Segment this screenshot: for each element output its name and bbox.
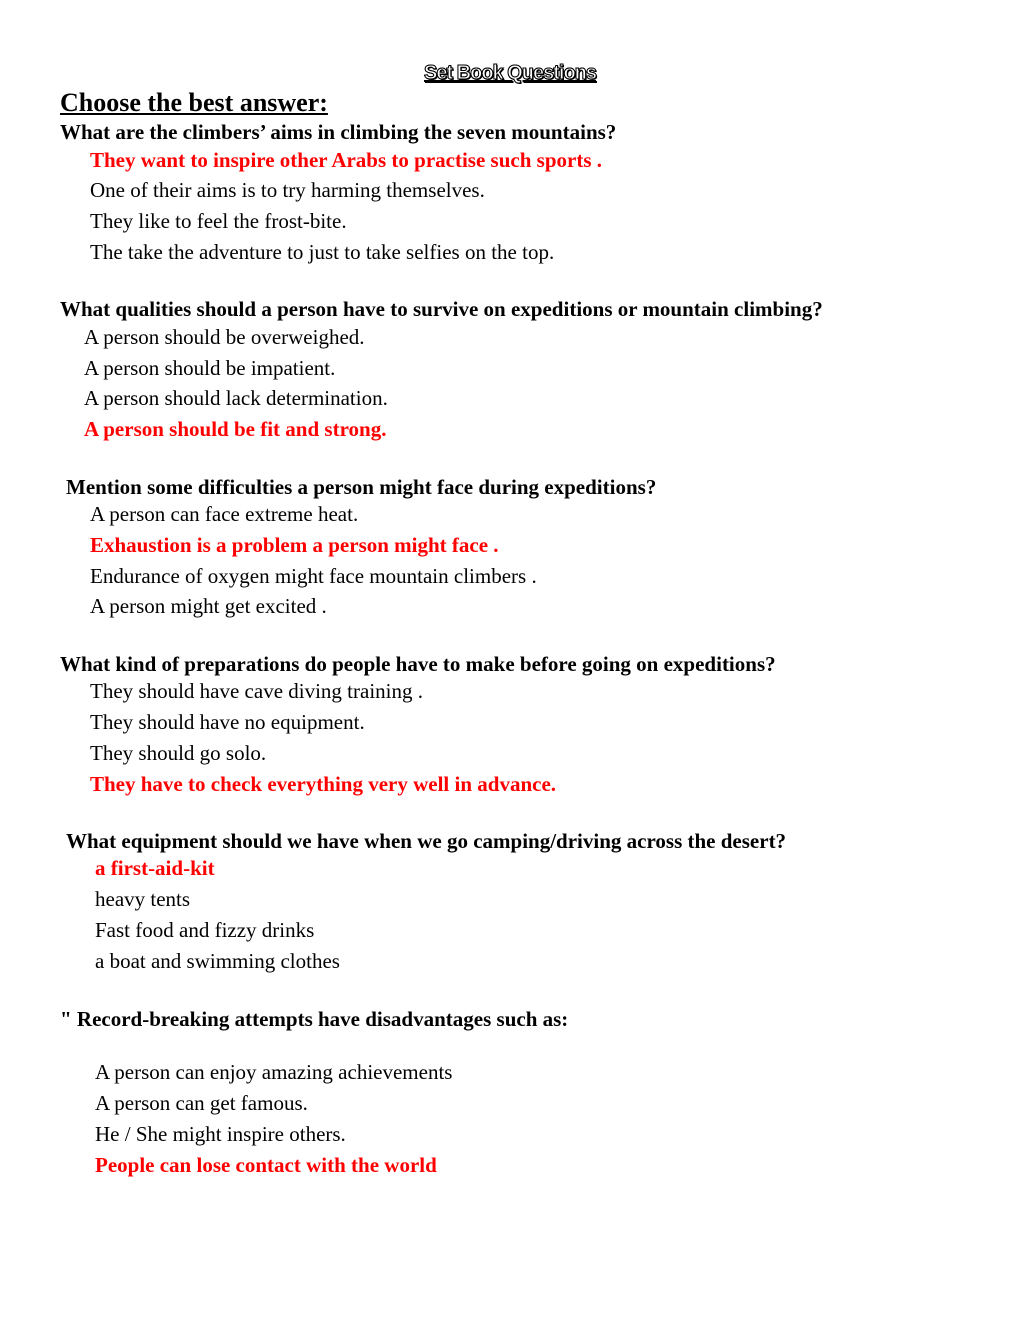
question-1-option-1: They want to inspire other Arabs to practise such sports . <box>90 148 602 172</box>
question-6-option-2: A person can get famous. <box>95 1091 308 1115</box>
question-4-option-3: They should go solo. <box>90 741 267 765</box>
question-5-option-2: heavy tents <box>95 887 191 911</box>
question-5-option-3: Fast food and fizzy drinks <box>95 918 315 942</box>
question-2-option-2: A person should be impatient. <box>84 356 336 380</box>
question-4: What kind of preparations do people have to make before going on expeditions? <box>60 652 776 676</box>
question-6-option-3: He / She might inspire others. <box>95 1122 346 1146</box>
question-5-option-1: a first-aid-kit <box>95 856 215 880</box>
question-4-option-1: They should have cave diving training . <box>90 679 423 703</box>
question-3-option-1: A person can face extreme heat. <box>90 502 359 526</box>
question-6: " Record-breaking attempts have disadvantages such as: <box>60 1007 569 1031</box>
question-1: What are the climbers’ aims in climbing the seven mountains? <box>60 120 617 144</box>
question-5-option-4: a boat and swimming clothes <box>95 949 340 973</box>
question-5: What equipment should we have when we go camping/driving across the desert? <box>66 829 787 853</box>
question-1-option-3: They like to feel the frost-bite. <box>90 209 347 233</box>
question-6-option-1: A person can enjoy amazing achievements <box>95 1060 453 1084</box>
question-3-option-4: A person might get excited . <box>90 594 327 618</box>
question-3-option-2: Exhaustion is a problem a person might face . <box>90 533 499 557</box>
question-2-option-3: A person should lack determination. <box>84 386 388 410</box>
question-3: Mention some difficulties a person might face during expeditions? <box>66 475 657 499</box>
question-4-option-4: They have to check everything very well in advance. <box>90 772 557 796</box>
question-2-option-4: A person should be fit and strong. <box>84 417 387 441</box>
instructions-heading: Choose the best answer: <box>60 88 328 117</box>
page-title: Set Book Questions <box>423 62 597 84</box>
question-1-option-2: One of their aims is to try harming themselves. <box>90 178 485 202</box>
question-6-option-4: People can lose contact with the world <box>95 1153 437 1177</box>
question-2-option-1: A person should be overweighed. <box>84 325 365 349</box>
question-1-option-4: The take the adventure to just to take selfies on the top. <box>90 240 555 264</box>
question-4-option-2: They should have no equipment. <box>90 710 365 734</box>
question-3-option-3: Endurance of oxygen might face mountain climbers . <box>90 564 537 588</box>
question-2: What qualities should a person have to survive on expeditions or mountain climbing? <box>60 297 823 321</box>
